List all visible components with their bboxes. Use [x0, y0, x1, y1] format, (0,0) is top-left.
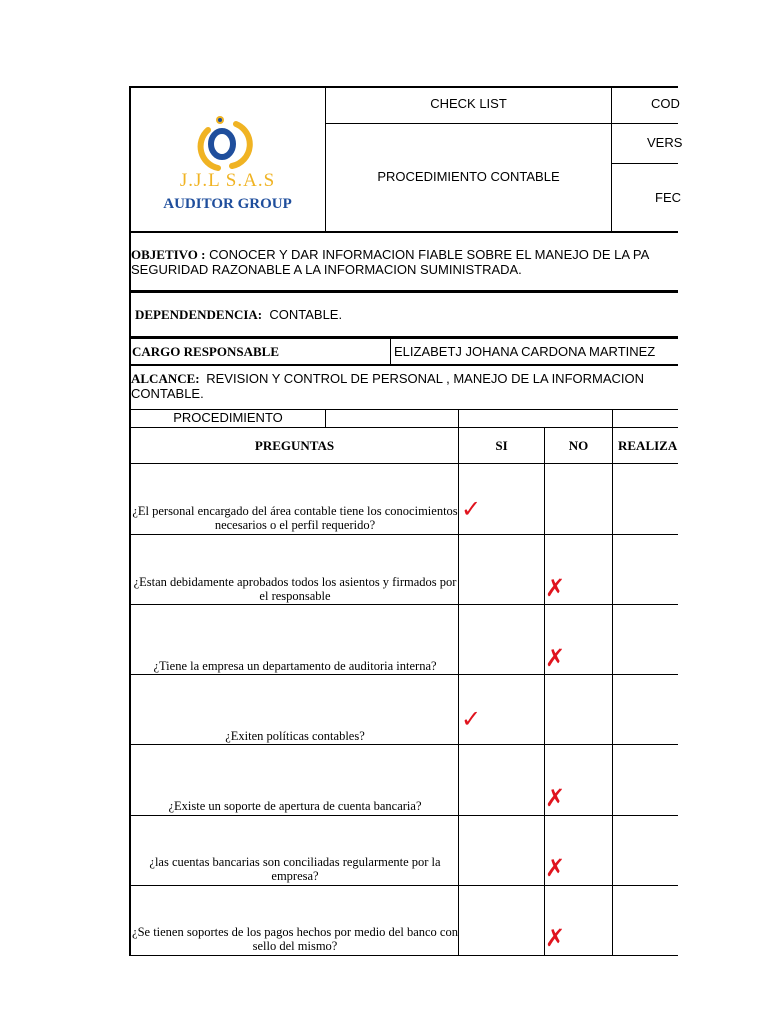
procedure-label: PROCEDIMIENTO — [173, 410, 283, 425]
cross-mark-icon: ✗ — [545, 784, 566, 812]
cargo-label: CARGO RESPONSABLE — [132, 344, 279, 359]
question-2: ¿Estan debidamente aprobados todos los asientos y firmados por el responsable — [133, 575, 457, 603]
cross-mark-icon: ✗ — [545, 924, 566, 952]
section-rule — [130, 427, 678, 428]
objective-label: OBJETIVO : — [131, 247, 206, 262]
question-7: ¿Se tienen soportes de los pagos hechos por medio del banco con sello del mismo? — [132, 925, 458, 953]
frame-bottom — [130, 955, 678, 956]
check-mark-icon: ✓ — [461, 705, 482, 733]
objective-text: CONOCER Y DAR INFORMACION FIABLE SOBRE EL MANEJO DE LA PA — [209, 247, 650, 262]
checklist-title: CHECK LIST — [430, 96, 507, 111]
header-divider — [611, 87, 612, 231]
section-rule — [130, 364, 678, 366]
header-no: NO — [568, 438, 589, 453]
section-rule — [130, 336, 678, 339]
table-row-rule — [130, 744, 678, 745]
header-rule — [326, 123, 678, 124]
proc-divider — [325, 409, 326, 428]
proc-divider — [458, 409, 459, 428]
section-rule — [130, 290, 678, 293]
company-logo — [160, 108, 295, 218]
table-row-rule — [130, 674, 678, 675]
scope-text: REVISION Y CONTROL DE PERSONAL , MANEJO DE LA INFORMACION — [206, 371, 645, 386]
table-rule — [130, 463, 678, 464]
table-row-rule — [130, 604, 678, 605]
objective-line-1 — [131, 248, 649, 262]
scope-line-1 — [131, 372, 644, 386]
question-3: ¿Tiene la empresa un departamento de auditoria interna? — [153, 659, 437, 673]
question-6: ¿las cuentas bancarias son conciliadas regularmente por la empresa? — [149, 855, 441, 883]
objective-line-2: SEGURIDAD RAZONABLE A LA INFORMACION SUMINISTRADA. — [131, 262, 522, 277]
logo-tagline: AUDITOR GROUP — [163, 196, 292, 212]
dependency-row — [135, 308, 342, 322]
scope-line-2: CONTABLE. — [131, 386, 204, 401]
header-preguntas: PREGUNTAS — [254, 438, 335, 453]
cross-mark-icon: ✗ — [545, 574, 566, 602]
cross-mark-icon: ✗ — [545, 854, 566, 882]
table-divider — [612, 427, 613, 955]
procedure-title: PROCEDIMIENTO CONTABLE — [377, 169, 560, 184]
check-mark-icon: ✓ — [461, 495, 482, 523]
proc-divider — [612, 409, 613, 428]
date-label: FEC — [655, 190, 681, 205]
cargo-divider — [390, 338, 391, 365]
table-row-rule — [130, 815, 678, 816]
dependency-value: CONTABLE. — [269, 307, 343, 322]
header-rule — [130, 231, 678, 233]
scope-label: ALCANCE: — [131, 371, 200, 386]
dependency-label: DEPENDENDENCIA: — [135, 307, 263, 322]
header-realizado: REALIZA — [618, 438, 678, 453]
frame-top — [130, 86, 678, 88]
table-row-rule — [130, 534, 678, 535]
question-4: ¿Exiten políticas contables? — [225, 729, 365, 743]
header-rule — [612, 163, 678, 164]
cross-mark-icon: ✗ — [545, 644, 566, 672]
question-1: ¿El personal encargado del área contable tiene los conocimientos necesarios o el perfil requerido? — [132, 504, 458, 532]
cargo-value: ELIZABETJ JOHANA CARDONA MARTINEZ — [394, 344, 656, 359]
code-label: COD — [651, 96, 680, 111]
table-row-rule — [130, 885, 678, 886]
logo-name: J.J.L S.A.S — [179, 170, 276, 191]
header-si: SI — [495, 438, 508, 453]
question-5: ¿Existe un soporte de apertura de cuenta bancaria? — [168, 799, 422, 813]
version-label: VERS — [647, 135, 683, 150]
